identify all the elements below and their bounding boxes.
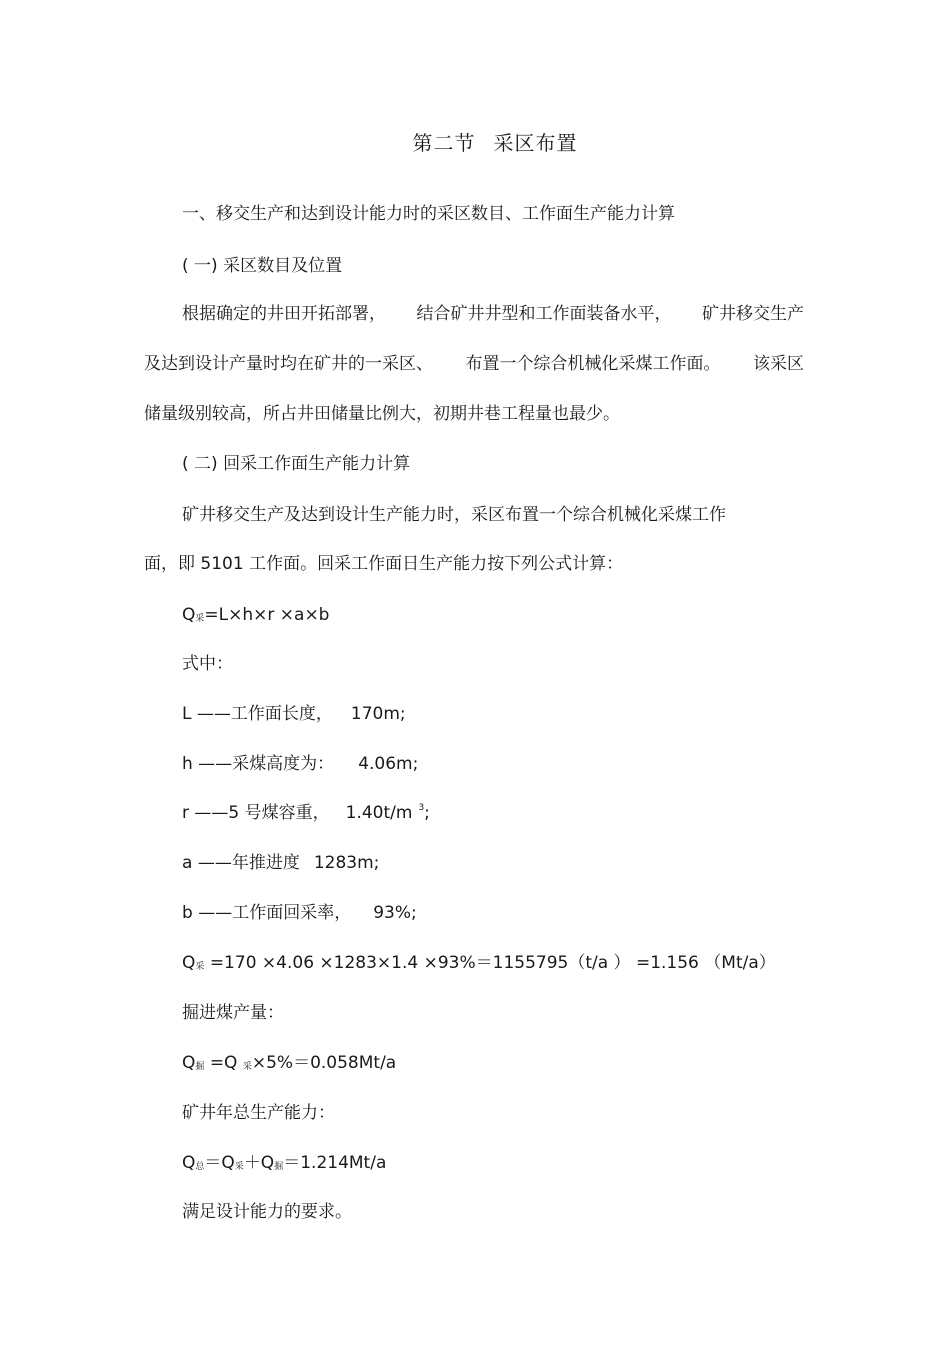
variable-r-desc: r ——5 号煤容重， <box>182 803 330 823</box>
formula-4-expression: ＝1.214Mt/a <box>283 1153 387 1173</box>
formula-4-subscript-2: 采 <box>234 1162 244 1172</box>
label-annual-capacity: 矿井年总生产能力： <box>182 1103 335 1123</box>
formula-4-subscript-3: 掘 <box>274 1162 284 1172</box>
variable-r <box>182 801 430 828</box>
formula-1 <box>182 603 329 630</box>
heading-1: 一、移交生产和达到设计能力时的采区数目、工作面生产能力计算 <box>182 204 675 224</box>
paragraph-1-line-3: 储量级别较高，所占井田储量比例大，初期井巷工程量也最少。 <box>144 404 620 424</box>
variable-a-desc: a ——年推进度 <box>182 853 300 873</box>
formula-1-expression: =L×h×r ×a×b <box>204 605 330 625</box>
formula-3-subscript: 掘 <box>195 1062 205 1072</box>
heading-sub-1: ( 一) 采区数目及位置 <box>182 256 343 276</box>
variable-L <box>182 702 406 726</box>
p1-l1-part-a: 根据确定的井田开拓部署， <box>182 304 386 324</box>
variable-b-desc: b ——工作面回采率， <box>182 903 352 923</box>
formula-2 <box>182 951 776 978</box>
variable-r-value: 1.40t/m <box>345 803 413 823</box>
formula-2-q: Q <box>182 953 196 973</box>
formula-4-q: Q <box>182 1153 196 1173</box>
formula-1-subscript: 采 <box>195 614 205 624</box>
section-title <box>0 127 950 156</box>
formula-2-expression: =170 ×4.06 ×1283×1.4 ×93%＝1155795（t/a ） =1.156 （Mt/a） <box>209 953 776 973</box>
variable-h <box>182 752 418 776</box>
heading-sub-2: ( 二) 回采工作面生产能力计算 <box>182 454 411 474</box>
variable-r-superscript: 3 <box>418 803 425 813</box>
p1-l1-part-b: 结合矿井井型和工作面装备水平， <box>416 304 672 324</box>
formula-3-subscript-2: 采 <box>242 1062 252 1072</box>
formula-4-mid: ＝Q <box>204 1153 235 1173</box>
formula-3 <box>182 1051 396 1078</box>
formula-2-subscript: 采 <box>195 962 205 972</box>
section-name: 采区布置 <box>493 131 578 155</box>
p1-l2-part-c: 该采区 <box>753 354 804 374</box>
paragraph-2-line-1: 矿井移交生产及达到设计生产能力时，采区布置一个综合机械化采煤工作 <box>182 505 726 525</box>
variable-b-value: 93%; <box>373 903 417 923</box>
variable-h-desc: h ——采煤高度为： <box>182 754 335 774</box>
variable-a <box>182 851 379 875</box>
variable-r-end: ; <box>424 803 430 823</box>
paragraph-2-line-2: 面，即 5101 工作面。回采工作面日生产能力按下列公式计算： <box>144 554 624 574</box>
formula-3-expression: ×5%＝0.058Mt/a <box>251 1053 397 1073</box>
variable-L-desc: L ——工作面长度， <box>182 704 333 724</box>
variable-b <box>182 901 417 925</box>
section-number: 第二节 <box>412 131 476 155</box>
label-heading-output: 掘进煤产量： <box>182 1003 284 1023</box>
variable-a-value: 1283m; <box>313 853 380 873</box>
formula-3-q: Q <box>182 1053 196 1073</box>
variable-L-value: 170m; <box>350 704 406 724</box>
p1-l1-part-c: 矿井移交生产 <box>702 304 804 324</box>
variable-h-value: 4.06m; <box>358 754 419 774</box>
formula-1-q: Q <box>182 605 196 625</box>
formula-3-mid: =Q <box>209 1053 238 1073</box>
conclusion: 满足设计能力的要求。 <box>182 1202 352 1222</box>
formula-4-subscript: 总 <box>195 1162 205 1172</box>
formula-4 <box>182 1151 386 1178</box>
p1-l2-part-b: 布置一个综合机械化采煤工作面。 <box>465 354 721 374</box>
formula-4-mid-2: ＋Q <box>243 1153 275 1173</box>
paragraph-1-line-2 <box>144 352 804 376</box>
paragraph-1-line-1 <box>182 302 804 326</box>
p1-l2-part-a: 及达到设计产量时均在矿井的一采区、 <box>144 354 433 374</box>
label-where: 式中： <box>182 654 233 674</box>
